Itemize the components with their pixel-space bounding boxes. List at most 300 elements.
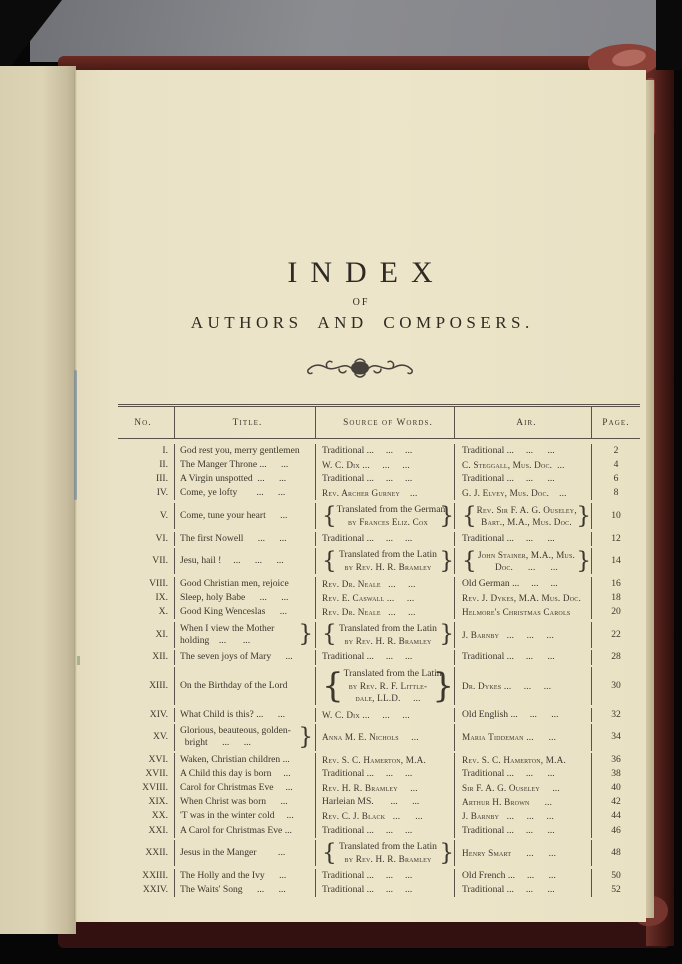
cell-title bbox=[174, 708, 315, 722]
cell-no bbox=[118, 577, 174, 591]
cell-text: Rev. Dr. Neale ... ... bbox=[322, 607, 416, 618]
cell-title bbox=[174, 503, 315, 529]
cell-text: IV. bbox=[156, 487, 168, 499]
cell-source bbox=[315, 622, 454, 648]
cell-text: Traditional ... ... ... bbox=[322, 883, 413, 895]
brace-glyph: } bbox=[576, 548, 591, 574]
cell-text: 36 bbox=[611, 754, 621, 766]
cell-text: 50 bbox=[611, 869, 621, 881]
cell-text: Old English ... ... ... bbox=[462, 708, 559, 720]
cell-text: 34 bbox=[611, 731, 621, 743]
cell-text: Traditional ... ... ... bbox=[322, 651, 413, 663]
cell-source bbox=[315, 650, 454, 664]
table-row bbox=[118, 809, 640, 823]
cell-text: Traditional ... ... ... bbox=[462, 445, 555, 457]
cell-text: What Child is this? ... ... bbox=[180, 708, 285, 720]
cell-text: XI. bbox=[155, 628, 168, 640]
cell-air bbox=[454, 840, 591, 866]
cell-text: Translated from the Latin bbox=[339, 622, 437, 634]
cell-source bbox=[315, 605, 454, 619]
cell-source bbox=[315, 667, 454, 705]
cell-page bbox=[591, 809, 640, 823]
table-row bbox=[118, 708, 640, 722]
cell-page bbox=[591, 591, 640, 605]
cell-text: Traditional ... ... ... bbox=[462, 768, 555, 780]
table-header-row bbox=[118, 407, 640, 439]
brace-glyph: { bbox=[322, 840, 337, 866]
cell-text: Anna M. E. Nichols ... bbox=[322, 732, 419, 743]
cell-text: Maria Tiddeman ... ... bbox=[462, 732, 557, 743]
cell-text: Rev. Dr. Neale ... ... bbox=[322, 578, 416, 589]
table-row bbox=[118, 665, 640, 708]
cell-air bbox=[454, 532, 591, 546]
cell-text: by Rev. R. F. Little- bbox=[348, 681, 428, 692]
cell-title bbox=[174, 883, 315, 897]
cell-text: Translated from the Latin bbox=[343, 668, 442, 679]
cell-page bbox=[591, 767, 640, 781]
cell-text: Rev. C. J. Black ... ... bbox=[322, 811, 423, 822]
cell-page bbox=[591, 577, 640, 591]
cell-air bbox=[454, 809, 591, 823]
cell-text: holding ... ... bbox=[180, 634, 251, 646]
cell-text: 4 bbox=[613, 459, 619, 471]
cell-text: by Rev. H. R. Bramley bbox=[344, 635, 432, 646]
cell-text: Traditional ... ... ... bbox=[462, 532, 555, 544]
cell-air bbox=[454, 472, 591, 486]
brace-glyph: } bbox=[432, 667, 454, 706]
cell-title bbox=[174, 781, 315, 795]
cell-source bbox=[315, 591, 454, 605]
table-row bbox=[118, 824, 640, 838]
cell-text: 38 bbox=[611, 768, 621, 780]
cell-text: Waken, Christian children ... bbox=[180, 754, 290, 766]
table-row bbox=[118, 767, 640, 781]
table-row bbox=[118, 458, 640, 472]
brace-glyph: { bbox=[322, 667, 344, 706]
brace-glyph: { bbox=[462, 548, 477, 574]
cell-text: Traditional ... ... ... bbox=[322, 445, 413, 457]
cell-air bbox=[454, 458, 591, 472]
cell-page bbox=[591, 708, 640, 722]
table-row bbox=[118, 532, 640, 546]
cell-air bbox=[454, 824, 591, 838]
table-row bbox=[118, 444, 640, 458]
cell-text: XXII. bbox=[145, 847, 168, 859]
cell-text: The Holly and the Ivy ... bbox=[180, 869, 287, 881]
cell-text: G. J. Elvey, Mus. Doc. ... bbox=[462, 488, 567, 499]
table-body bbox=[118, 439, 640, 897]
cell-text: Good King Wenceslas ... bbox=[180, 606, 287, 618]
header-page: Page. bbox=[591, 407, 640, 438]
cell-text: The Waits' Song ... ... bbox=[180, 883, 286, 895]
cell-text: Jesu, hail ! ... ... ... bbox=[180, 555, 284, 567]
cell-text: Traditional ... ... ... bbox=[322, 532, 413, 544]
cell-text: God rest you, merry gentlemen bbox=[180, 445, 300, 457]
cell-no bbox=[118, 753, 174, 767]
cell-source bbox=[315, 840, 454, 866]
cell-no bbox=[118, 795, 174, 809]
cell-text: Rev. S. C. Hamerton, M.A. bbox=[322, 755, 426, 766]
brace-glyph: } bbox=[439, 548, 454, 574]
index-table bbox=[118, 404, 640, 897]
brace-glyph: { bbox=[322, 502, 337, 529]
header-no: No. bbox=[134, 418, 152, 428]
cell-no bbox=[118, 650, 174, 664]
cell-no bbox=[118, 869, 174, 883]
cell-title bbox=[174, 795, 315, 809]
cell-text: Glorious, beauteous, golden- bbox=[180, 725, 291, 737]
cell-source bbox=[315, 767, 454, 781]
cell-no bbox=[118, 486, 174, 500]
cell-source bbox=[315, 883, 454, 897]
cell-text: XIX. bbox=[148, 796, 168, 808]
cell-air bbox=[454, 577, 591, 591]
cell-text: Henry Smart ... ... bbox=[462, 848, 557, 859]
cell-text: dale, LL.D. ... bbox=[355, 693, 421, 704]
cell-text: J. Barnby ... ... ... bbox=[462, 629, 555, 640]
cell-no bbox=[118, 622, 174, 648]
cell-text: A Virgin unspotted ... ... bbox=[180, 473, 287, 485]
cell-text: Old French ... ... ... bbox=[462, 869, 556, 881]
brace-glyph: } bbox=[298, 621, 313, 648]
cell-air bbox=[454, 795, 591, 809]
cell-source bbox=[315, 444, 454, 458]
cell-title bbox=[174, 486, 315, 500]
cell-text: W. C. Dix ... ... ... bbox=[322, 460, 410, 471]
table-row bbox=[118, 619, 640, 650]
table-row bbox=[118, 605, 640, 619]
cell-text: Traditional ... ... ... bbox=[462, 824, 555, 836]
cell-text: When Christ was born ... bbox=[180, 796, 288, 808]
cell-text: 52 bbox=[611, 883, 621, 895]
header-air: Air. bbox=[454, 407, 591, 438]
cell-text: XXI. bbox=[148, 824, 168, 836]
cell-text: XII. bbox=[152, 651, 168, 663]
cell-text: Rev. E. Caswall ... ... bbox=[322, 593, 415, 604]
cell-source bbox=[315, 824, 454, 838]
cell-text: Translated from the Latin bbox=[339, 841, 437, 853]
cell-text: The Manger Throne ... ... bbox=[180, 459, 289, 471]
cell-text: X. bbox=[158, 606, 168, 618]
cell-text: J. Barnby ... ... ... bbox=[462, 811, 555, 822]
cell-text: Traditional ... ... ... bbox=[322, 473, 413, 485]
facing-page bbox=[0, 66, 76, 934]
cell-page bbox=[591, 724, 640, 750]
cell-air bbox=[454, 869, 591, 883]
cell-text: Traditional ... ... ... bbox=[322, 768, 413, 780]
cell-air bbox=[454, 708, 591, 722]
cell-text: 48 bbox=[611, 847, 621, 859]
cell-text: by Frances Eliz. Cox bbox=[347, 517, 429, 528]
cell-text: III. bbox=[156, 473, 168, 485]
cell-title bbox=[174, 809, 315, 823]
cell-air bbox=[454, 650, 591, 664]
cell-text: VI. bbox=[155, 532, 168, 544]
brace-glyph: { bbox=[322, 548, 337, 574]
brace-glyph: { bbox=[462, 502, 477, 529]
cell-page bbox=[591, 795, 640, 809]
cell-text: 14 bbox=[611, 555, 621, 567]
cell-text: XXIV. bbox=[142, 883, 168, 895]
table-row bbox=[118, 753, 640, 767]
cell-air bbox=[454, 605, 591, 619]
cell-air bbox=[454, 781, 591, 795]
table-row bbox=[118, 546, 640, 577]
cell-text: A Child this day is born ... bbox=[180, 768, 291, 780]
table-row bbox=[118, 591, 640, 605]
table-row bbox=[118, 722, 640, 753]
cell-air bbox=[454, 503, 591, 529]
cell-text: 12 bbox=[611, 532, 621, 544]
cell-text: Translated from the Latin bbox=[339, 549, 437, 561]
cell-air bbox=[454, 548, 591, 574]
table-row bbox=[118, 577, 640, 591]
gutter-ink-mark bbox=[74, 370, 77, 500]
cell-text: 30 bbox=[611, 680, 621, 692]
cell-text: John Stainer, M.A., Mus. bbox=[477, 550, 576, 561]
cell-no bbox=[118, 824, 174, 838]
table-row bbox=[118, 650, 640, 664]
cell-page bbox=[591, 650, 640, 664]
cell-page bbox=[591, 472, 640, 486]
cell-text: Harleian MS. ... ... bbox=[322, 796, 420, 808]
cell-no bbox=[118, 503, 174, 529]
cell-text: IX. bbox=[155, 592, 168, 604]
scanner-background bbox=[30, 0, 670, 62]
cell-page bbox=[591, 667, 640, 705]
cell-text: Rev. J. Dykes, M.A. Mus. Doc. bbox=[462, 593, 581, 604]
cell-text: by Rev. H. R. Bramley bbox=[344, 562, 432, 573]
cell-source bbox=[315, 486, 454, 500]
cell-no bbox=[118, 548, 174, 574]
cell-text: V. bbox=[159, 510, 168, 522]
cell-title bbox=[174, 591, 315, 605]
cell-text: I. bbox=[162, 445, 168, 457]
cell-no bbox=[118, 809, 174, 823]
cell-no bbox=[118, 781, 174, 795]
page-title: INDEX bbox=[287, 256, 446, 289]
cell-text: 44 bbox=[611, 810, 621, 822]
cell-text: 2 bbox=[613, 445, 619, 457]
cell-text: 20 bbox=[611, 606, 621, 618]
cell-text: The seven joys of Mary ... bbox=[180, 651, 293, 663]
cell-title bbox=[174, 472, 315, 486]
cell-title bbox=[174, 667, 315, 705]
cell-no bbox=[118, 724, 174, 750]
cell-text: 10 bbox=[611, 510, 621, 522]
cell-title bbox=[174, 724, 315, 750]
table-row bbox=[118, 838, 640, 869]
cell-text: Old German ... ... ... bbox=[462, 577, 558, 589]
header-source-of-words: Source of Words. bbox=[315, 407, 454, 438]
cell-title bbox=[174, 869, 315, 883]
index-page bbox=[74, 70, 646, 922]
cell-title bbox=[174, 753, 315, 767]
cell-text: XV. bbox=[152, 731, 168, 743]
cell-text: XVI. bbox=[148, 754, 168, 766]
cell-title bbox=[174, 532, 315, 546]
brace-glyph: } bbox=[439, 502, 454, 529]
cell-source bbox=[315, 577, 454, 591]
brace-glyph: } bbox=[439, 840, 454, 866]
cell-no bbox=[118, 667, 174, 705]
cell-title bbox=[174, 622, 315, 648]
brace-glyph: } bbox=[439, 621, 454, 648]
cell-no bbox=[118, 840, 174, 866]
cell-text: Traditional ... ... ... bbox=[322, 824, 413, 836]
cell-text: Dr. Dykes ... ... ... bbox=[462, 681, 552, 692]
table-row bbox=[118, 781, 640, 795]
cell-text: C. Steggall, Mus. Doc. ... bbox=[462, 460, 565, 471]
cell-text: 28 bbox=[611, 651, 621, 663]
cell-text: bright ... ... bbox=[180, 737, 251, 749]
cell-text: Traditional ... ... ... bbox=[462, 473, 555, 485]
cell-no bbox=[118, 883, 174, 897]
page-title-connector: OF bbox=[352, 297, 370, 308]
cell-page bbox=[591, 548, 640, 574]
cell-source bbox=[315, 458, 454, 472]
cell-source bbox=[315, 708, 454, 722]
cell-no bbox=[118, 591, 174, 605]
cell-text: Traditional ... ... ... bbox=[462, 651, 555, 663]
cell-text: Come, tune your heart ... bbox=[180, 510, 288, 522]
cell-text: 32 bbox=[611, 708, 621, 720]
cell-page bbox=[591, 458, 640, 472]
cell-no bbox=[118, 605, 174, 619]
cell-text: 42 bbox=[611, 796, 621, 808]
cell-text: Jesus in the Manger ... bbox=[180, 847, 286, 859]
scan-corner-shadow bbox=[656, 0, 682, 70]
cell-text: Rev. S. C. Hamerton, M.A. bbox=[462, 755, 566, 766]
gutter-ink-dot bbox=[77, 656, 80, 665]
cell-air bbox=[454, 486, 591, 500]
cell-text: Rev. Sir F. A. G. Ouseley, bbox=[476, 504, 577, 515]
brace-glyph: } bbox=[298, 724, 313, 750]
cell-text: 16 bbox=[611, 577, 621, 589]
cell-text: XVIII. bbox=[142, 782, 168, 794]
cell-page bbox=[591, 840, 640, 866]
cell-title bbox=[174, 577, 315, 591]
cell-page bbox=[591, 532, 640, 546]
cell-text: Doc. ... ... bbox=[494, 562, 558, 573]
cell-text: Bart., M.A., Mus. Doc. bbox=[481, 517, 572, 528]
cell-title bbox=[174, 824, 315, 838]
cell-text: II. bbox=[159, 459, 168, 471]
cell-page bbox=[591, 622, 640, 648]
cell-source bbox=[315, 781, 454, 795]
cell-title bbox=[174, 605, 315, 619]
cell-no bbox=[118, 708, 174, 722]
cell-text: XIV. bbox=[149, 708, 168, 720]
cell-text: 'T was in the winter cold ... bbox=[180, 810, 294, 822]
cell-no bbox=[118, 532, 174, 546]
cell-text: Sleep, holy Babe ... ... bbox=[180, 592, 289, 604]
cell-source bbox=[315, 809, 454, 823]
cell-text: XX. bbox=[151, 810, 168, 822]
cell-text: 6 bbox=[613, 473, 619, 485]
cell-no bbox=[118, 472, 174, 486]
cell-text: XXIII. bbox=[142, 869, 168, 881]
floral-ornament-icon bbox=[74, 356, 646, 385]
cell-text: On the Birthday of the Lord bbox=[180, 680, 288, 692]
cell-air bbox=[454, 753, 591, 767]
cell-text: Traditional ... ... ... bbox=[322, 869, 413, 881]
cell-text: W. C. Dix ... ... ... bbox=[322, 709, 410, 720]
page-subtitle: AUTHORS AND COMPOSERS. bbox=[190, 313, 534, 332]
cell-air bbox=[454, 591, 591, 605]
table-row bbox=[118, 869, 640, 883]
table-row bbox=[118, 795, 640, 809]
cell-source bbox=[315, 548, 454, 574]
cell-text: 18 bbox=[611, 592, 621, 604]
cell-text: VII. bbox=[152, 555, 168, 567]
cell-page bbox=[591, 503, 640, 529]
brace-glyph: } bbox=[576, 502, 591, 529]
cell-source bbox=[315, 795, 454, 809]
cell-title bbox=[174, 650, 315, 664]
cell-air bbox=[454, 883, 591, 897]
cell-text: VIII. bbox=[149, 577, 168, 589]
cell-title bbox=[174, 767, 315, 781]
cell-page bbox=[591, 824, 640, 838]
cell-page bbox=[591, 781, 640, 795]
cell-air bbox=[454, 444, 591, 458]
cell-text: 40 bbox=[611, 782, 621, 794]
cell-text: Come, ye lofty ... ... bbox=[180, 487, 286, 499]
cell-source bbox=[315, 532, 454, 546]
cell-page bbox=[591, 444, 640, 458]
cell-text: Carol for Christmas Eve ... bbox=[180, 782, 293, 794]
cell-text: When I view the Mother bbox=[180, 622, 275, 634]
cell-text: Rev. Archer Gurney ... bbox=[322, 488, 418, 499]
cell-text: Sir F. A. G. Ouseley ... bbox=[462, 783, 560, 794]
cell-text: 46 bbox=[611, 824, 621, 836]
cell-text: XIII. bbox=[149, 680, 168, 692]
cell-text: Translated from the German bbox=[336, 503, 446, 515]
table-row bbox=[118, 472, 640, 486]
cell-text: The first Nowell ... ... bbox=[180, 532, 287, 544]
cell-title bbox=[174, 458, 315, 472]
cell-text: 22 bbox=[611, 628, 621, 640]
cell-text: Rev. H. R. Bramley ... bbox=[322, 783, 418, 794]
cell-text: Traditional ... ... ... bbox=[462, 883, 555, 895]
cell-text: A Carol for Christmas Eve ... bbox=[180, 824, 292, 836]
cell-no bbox=[118, 767, 174, 781]
cell-title bbox=[174, 840, 315, 866]
cell-title bbox=[174, 548, 315, 574]
cell-no bbox=[118, 458, 174, 472]
cell-page bbox=[591, 869, 640, 883]
cell-air bbox=[454, 622, 591, 648]
cell-text: XVII. bbox=[145, 768, 168, 780]
table-row bbox=[118, 486, 640, 500]
cell-page bbox=[591, 486, 640, 500]
cell-text: by Rev. H. R. Bramley bbox=[344, 854, 432, 865]
cell-air bbox=[454, 667, 591, 705]
cell-page bbox=[591, 883, 640, 897]
cell-no bbox=[118, 444, 174, 458]
cell-source bbox=[315, 724, 454, 750]
cell-text: Helmore's Christmas Carols bbox=[462, 607, 571, 618]
cell-source bbox=[315, 472, 454, 486]
cell-page bbox=[591, 605, 640, 619]
brace-glyph: { bbox=[322, 621, 337, 648]
cell-air bbox=[454, 767, 591, 781]
cell-source bbox=[315, 503, 454, 529]
header-title: Title. bbox=[174, 407, 315, 438]
cell-text: 8 bbox=[613, 487, 619, 499]
cell-text: Good Christian men, rejoice bbox=[180, 577, 289, 589]
